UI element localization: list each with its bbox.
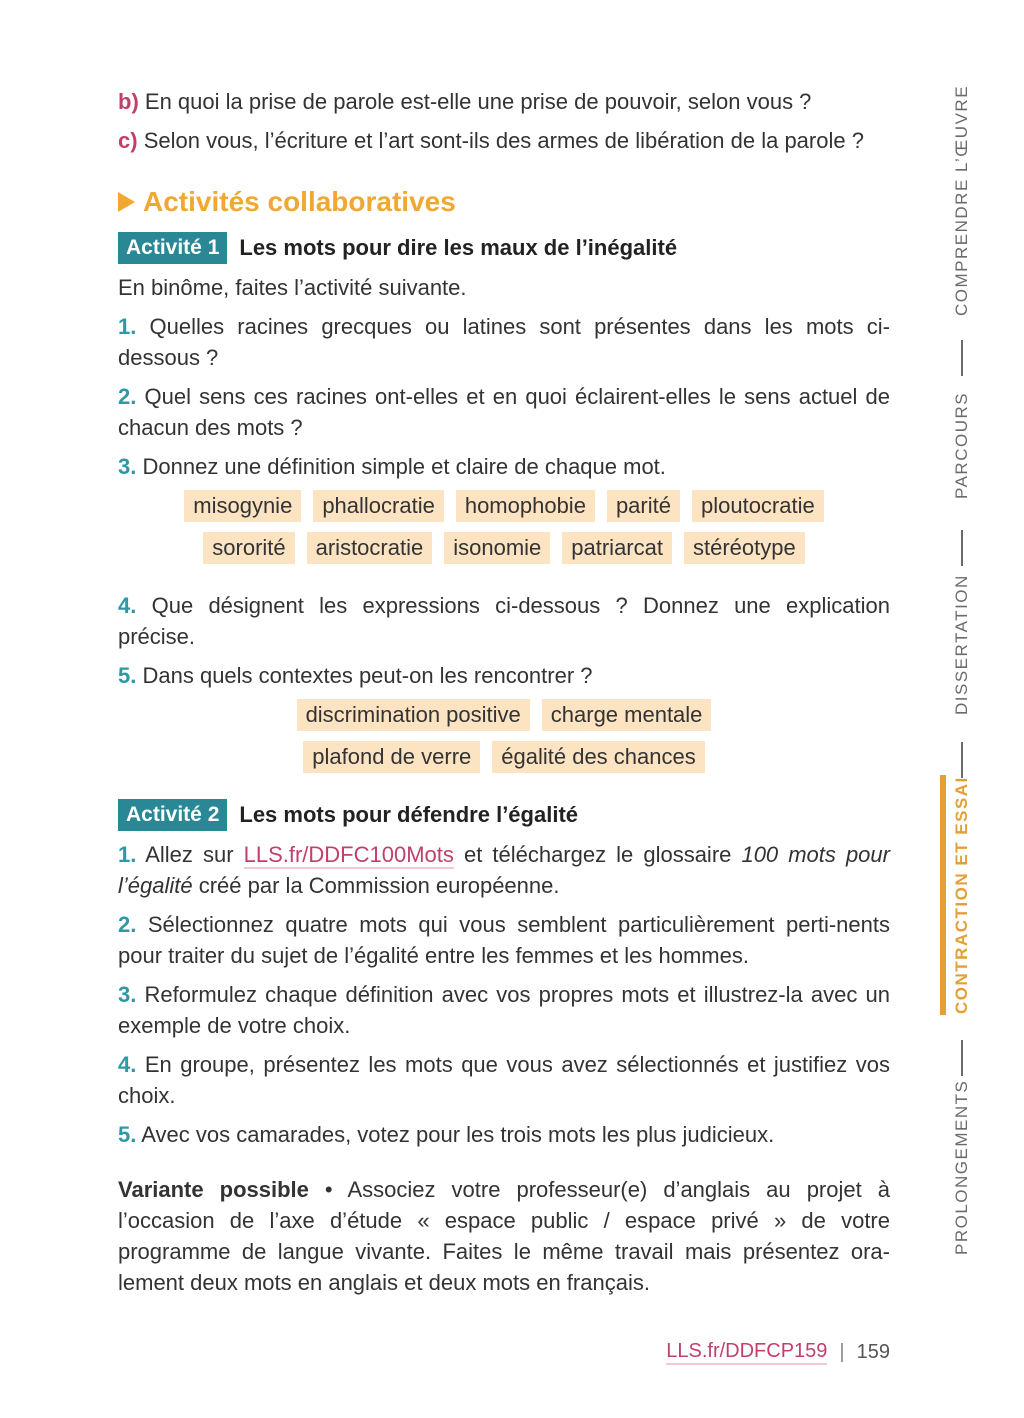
question-number: 1. xyxy=(118,842,137,867)
question-text-mid: et téléchargez le glossaire xyxy=(463,842,732,867)
variant-bullet: • xyxy=(324,1177,333,1202)
activity-2-question-4 xyxy=(118,1049,890,1111)
activity-2-question-2 xyxy=(118,909,890,971)
question-b xyxy=(118,86,890,117)
question-text-start: Allez sur xyxy=(145,842,234,867)
activity-1-question-5 xyxy=(118,660,890,691)
activity-2-header xyxy=(118,799,890,831)
expression-tag: plafond de verre xyxy=(303,741,480,773)
expression-tag: discrimination positive xyxy=(297,699,530,731)
footer-separator: | xyxy=(839,1341,845,1363)
page-content xyxy=(118,86,890,1298)
glossary-title: 100 mots pour l’égalité xyxy=(118,842,890,898)
word-tag: aristocratie xyxy=(307,532,433,564)
word-row xyxy=(118,532,890,564)
question-number: 2. xyxy=(118,912,137,937)
activity-title: Les mots pour dire les maux de l’inégalité xyxy=(239,235,678,260)
sidebar-item-dissertation[interactable]: DISSERTATION xyxy=(952,574,971,716)
activity-1-question-4 xyxy=(118,590,890,652)
section-title-text: Activités collaboratives xyxy=(143,186,456,217)
question-text: Quelles racines grecques ou latines sont présentes dans les mots ci-dessous ? xyxy=(118,314,890,370)
word-row xyxy=(118,490,890,522)
page-number: 159 xyxy=(856,1341,890,1363)
sidebar-separator xyxy=(961,1040,963,1076)
expression-list xyxy=(118,699,890,773)
activity-1-header xyxy=(118,232,890,264)
word-tag: sororité xyxy=(203,532,294,564)
triangle-bullet-icon xyxy=(118,192,135,212)
activity-badge: Activité 2 xyxy=(118,799,227,831)
sidebar-item-parcours[interactable]: PARCOURS xyxy=(952,391,971,499)
question-number: 3. xyxy=(118,982,137,1007)
question-number: 5. xyxy=(118,663,137,688)
question-number: 4. xyxy=(118,593,137,618)
section-title xyxy=(118,186,890,218)
word-tag: isonomie xyxy=(444,532,550,564)
word-tag: homophobie xyxy=(456,490,595,522)
question-text: Donnez une définition simple et claire de chaque mot. xyxy=(142,454,666,479)
question-label: b) xyxy=(118,89,139,114)
word-list xyxy=(118,490,890,564)
expression-tag: égalité des chances xyxy=(492,741,704,773)
sidebar-separator xyxy=(961,340,963,376)
activity-1-question-3 xyxy=(118,451,890,482)
expression-row xyxy=(118,699,890,731)
sidebar-item-contraction-essai[interactable]: CONTRACTION ET ESSAI xyxy=(952,776,971,1014)
question-text: Dans quels contextes peut-on les rencontrer ? xyxy=(142,663,593,688)
word-tag: phallocratie xyxy=(313,490,444,522)
page-footer xyxy=(640,1340,890,1365)
word-tag: misogynie xyxy=(184,490,301,522)
sidebar-separator xyxy=(961,742,963,778)
activity-2-question-5 xyxy=(118,1119,890,1150)
sidebar-item-prolongements[interactable]: PROLONGEMENTS xyxy=(952,1079,971,1256)
activity-2-question-1 xyxy=(118,839,890,901)
word-tag: patriarcat xyxy=(562,532,672,564)
question-text: En groupe, présentez les mots que vous avez sélectionnés et justifiez vos choix. xyxy=(118,1052,890,1108)
activity-intro: En binôme, faites l’activité suivante. xyxy=(118,275,467,300)
activity-badge: Activité 1 xyxy=(118,232,227,264)
expression-tag: charge mentale xyxy=(542,699,712,731)
glossary-link[interactable]: LLS.fr/DDFC100Mots xyxy=(243,842,454,867)
word-tag: ploutocratie xyxy=(692,490,824,522)
footer-link[interactable]: LLS.fr/DDFCP159 xyxy=(666,1340,827,1365)
variant-text: Associez votre professeur(e) d’anglais au projet à l’occasion de l’axe d’étude « espace public / espace privé » de votre programme de langue vivante. Faites le même travail mais présentez ora-lement deux mots en anglais et deux mots en français. xyxy=(118,1177,890,1295)
question-text: Quel sens ces racines ont-elles et en quoi éclairent-elles le sens actuel de chacun des mots ? xyxy=(118,384,890,440)
activity-title: Les mots pour défendre l’égalité xyxy=(239,802,579,827)
activity-1-question-2 xyxy=(118,381,890,443)
word-tag: parité xyxy=(607,490,680,522)
question-number: 5. xyxy=(118,1122,137,1147)
sidebar-separator xyxy=(961,530,963,566)
activity-1-question-1 xyxy=(118,311,890,373)
variant-label: Variante possible xyxy=(118,1177,309,1202)
question-text-end: créé par la Commission européenne. xyxy=(198,873,560,898)
expression-row xyxy=(118,741,890,773)
question-text: Reformulez chaque définition avec vos propres mots et illustrez-la avec un exemple de votre choix. xyxy=(118,982,890,1038)
question-text: Sélectionnez quatre mots qui vous semblent particulièrement perti-nents pour traiter du sujet de l’égalité entre les femmes et les hommes. xyxy=(118,912,890,968)
activity-2-question-3 xyxy=(118,979,890,1041)
question-text: Avec vos camarades, votez pour les trois mots les plus judicieux. xyxy=(141,1122,775,1147)
question-c xyxy=(118,125,890,156)
question-text: Que désignent les expressions ci-dessous ? Donnez une explication précise. xyxy=(118,593,890,649)
chapter-sidebar xyxy=(940,70,984,1270)
question-label: c) xyxy=(118,128,138,153)
question-number: 1. xyxy=(118,314,137,339)
question-text: Selon vous, l’écriture et l’art sont-ils des armes de libération de la parole ? xyxy=(143,128,864,153)
sidebar-item-comprendre[interactable]: COMPRENDRE L’ŒUVRE xyxy=(952,84,971,316)
question-number: 2. xyxy=(118,384,137,409)
variant-paragraph xyxy=(118,1174,890,1298)
word-tag: stéréotype xyxy=(684,532,805,564)
question-number: 3. xyxy=(118,454,137,479)
question-text: En quoi la prise de parole est-elle une prise de pouvoir, selon vous ? xyxy=(144,89,812,114)
question-number: 4. xyxy=(118,1052,137,1077)
